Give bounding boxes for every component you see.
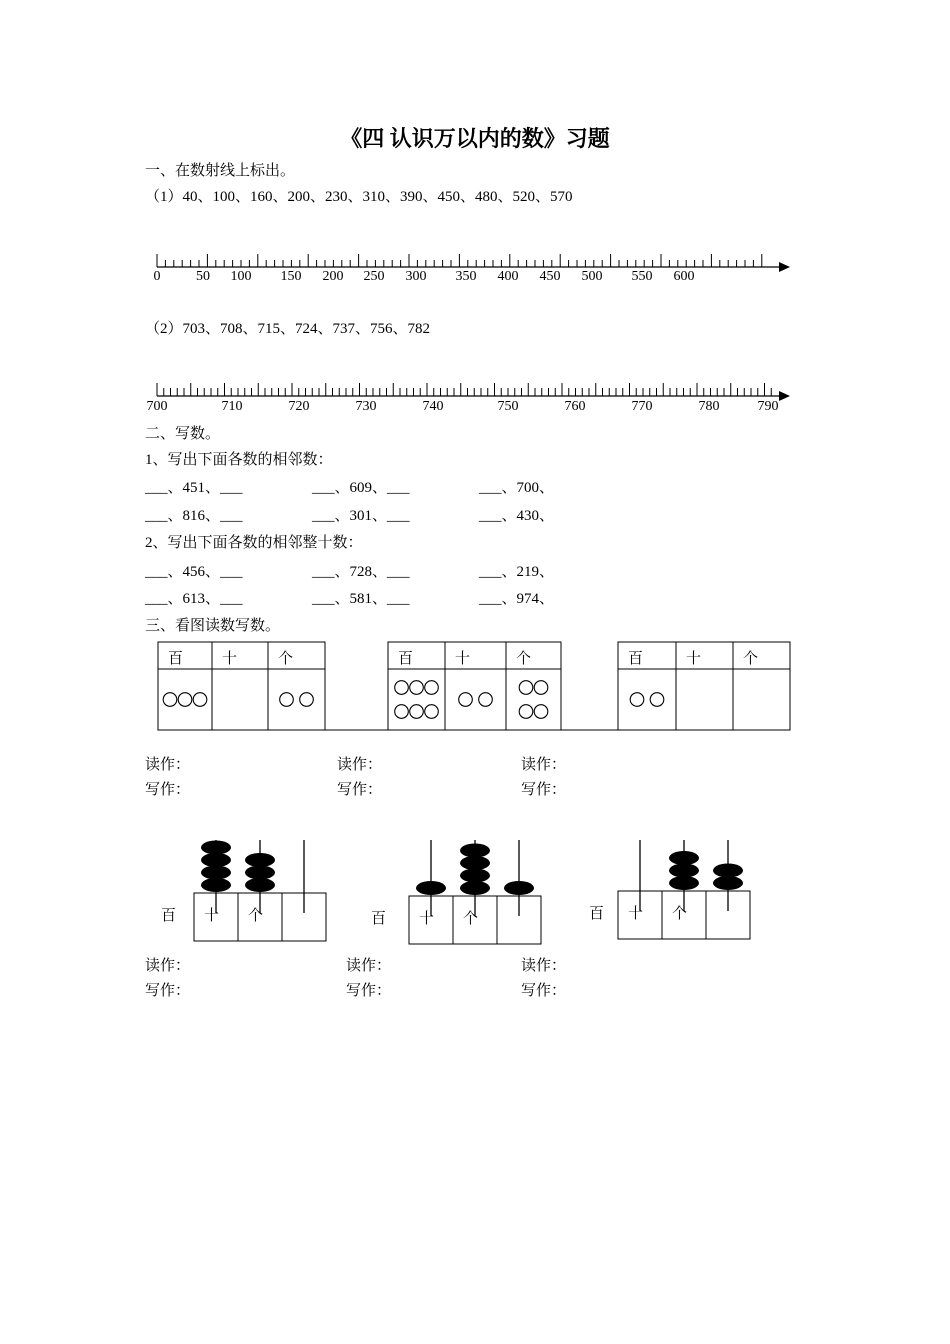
write-label: 写作： xyxy=(346,983,392,999)
place-label: 百 xyxy=(589,906,605,922)
tens-item: ___、613、___ xyxy=(145,591,243,607)
tick-label: 250 xyxy=(363,269,385,284)
abacus-bead xyxy=(713,876,743,890)
tick-label: 600 xyxy=(673,269,695,284)
tens-item: ___、974、 xyxy=(479,591,555,607)
place-label: 个 xyxy=(672,906,688,922)
place-label: 个 xyxy=(248,908,264,924)
tens-item: ___、456、___ xyxy=(145,564,243,580)
column-header: 十 xyxy=(686,651,702,667)
place-label: 个 xyxy=(463,911,479,927)
read-label: 读作： xyxy=(521,757,567,773)
neighbor-item: ___、609、___ xyxy=(312,480,410,496)
read-label: 读作： xyxy=(346,958,392,974)
section2-heading: 二、写数。 xyxy=(145,426,221,442)
abacus-bead xyxy=(201,841,231,855)
tick-label: 740 xyxy=(422,399,444,414)
section1-heading: 一、在数射线上标出。 xyxy=(145,163,296,179)
abacus-bead xyxy=(504,881,534,895)
column-header: 十 xyxy=(222,651,238,667)
tens-item: ___、581、___ xyxy=(312,591,410,607)
tick-label: 300 xyxy=(405,269,427,284)
counter-circle xyxy=(479,693,493,707)
tick-label: 720 xyxy=(288,399,310,414)
abacus-bead xyxy=(669,864,699,878)
counter-circle xyxy=(163,693,177,707)
tick-label: 350 xyxy=(455,269,477,284)
tick-label: 790 xyxy=(757,399,779,414)
column-header: 百 xyxy=(628,651,644,667)
tens-item: ___、219、 xyxy=(479,564,555,580)
write-label: 写作： xyxy=(521,782,567,798)
place-label: 百 xyxy=(371,911,387,927)
counter-circle xyxy=(300,693,314,707)
counter-circle xyxy=(425,681,439,695)
place-value-table xyxy=(158,642,325,730)
tick-label: 700 xyxy=(146,399,168,414)
counter-circle xyxy=(534,705,548,719)
number-line-2 xyxy=(0,374,950,434)
read-label: 读作： xyxy=(145,757,191,773)
tick-label: 100 xyxy=(230,269,252,284)
counter-circle xyxy=(280,693,294,707)
place-label: 十 xyxy=(628,906,644,922)
arrow-head xyxy=(779,262,790,272)
tick-label: 150 xyxy=(280,269,302,284)
abacus-bead xyxy=(201,866,231,880)
counter-circle xyxy=(630,693,644,707)
counter-circle xyxy=(519,681,533,695)
read-label: 读作： xyxy=(145,958,191,974)
counter-circle xyxy=(410,705,424,719)
counter-circle xyxy=(519,705,533,719)
abacus-bead xyxy=(460,881,490,895)
abacus-bead xyxy=(201,878,231,892)
abacus-bead xyxy=(245,866,275,880)
counter-circle xyxy=(650,693,664,707)
tick-label: 450 xyxy=(539,269,561,284)
counter-circle xyxy=(410,681,424,695)
write-label: 写作： xyxy=(145,782,191,798)
counter-circle xyxy=(395,681,409,695)
tick-label: 710 xyxy=(221,399,243,414)
column-header: 百 xyxy=(398,651,414,667)
column-header: 个 xyxy=(278,651,294,667)
write-label: 写作： xyxy=(145,983,191,999)
abacus-bead xyxy=(460,856,490,870)
neighbor-item: ___、700、 xyxy=(479,480,555,496)
page-title: 《四 认识万以内的数》习题 xyxy=(340,126,610,151)
write-label: 写作： xyxy=(521,983,567,999)
write-label: 写作： xyxy=(337,782,383,798)
abacus-bead xyxy=(245,853,275,867)
tick-label: 400 xyxy=(497,269,519,284)
counter-circle xyxy=(425,705,439,719)
column-header: 个 xyxy=(743,651,759,667)
abacus-bead xyxy=(460,869,490,883)
tick-label: 770 xyxy=(631,399,653,414)
s2-q1-prompt: 1、写出下面各数的相邻数： xyxy=(145,452,333,468)
read-label: 读作： xyxy=(337,757,383,773)
counter-circle xyxy=(193,693,207,707)
abacus-bead xyxy=(669,851,699,865)
abacus-bead xyxy=(460,844,490,858)
neighbor-item: ___、451、___ xyxy=(145,480,243,496)
counter-circle xyxy=(178,693,192,707)
abacus-bead xyxy=(713,864,743,878)
place-value-table xyxy=(388,642,561,730)
neighbor-item: ___、430、 xyxy=(479,508,555,524)
tick-label: 730 xyxy=(355,399,377,414)
column-header: 百 xyxy=(168,651,184,667)
counter-circle xyxy=(534,681,548,695)
abacus-bead xyxy=(416,881,446,895)
tick-label: 780 xyxy=(698,399,720,414)
tick-label: 500 xyxy=(581,269,603,284)
tick-label: 200 xyxy=(322,269,344,284)
abacus-figures xyxy=(0,830,950,955)
read-label: 读作： xyxy=(521,958,567,974)
place-label: 十 xyxy=(419,911,435,927)
number-line-1 xyxy=(0,245,950,305)
place-value-table xyxy=(618,642,790,730)
abacus-bead xyxy=(669,876,699,890)
tick-label: 550 xyxy=(631,269,653,284)
tick-label: 50 xyxy=(196,269,210,284)
tick-label: 0 xyxy=(153,269,161,284)
place-label: 百 xyxy=(161,908,177,924)
abacus-bead xyxy=(245,878,275,892)
counter-circle xyxy=(459,693,473,707)
section3-heading: 三、看图读数写数。 xyxy=(145,618,281,634)
tick-label: 750 xyxy=(497,399,519,414)
arrow-head xyxy=(779,391,790,401)
column-header: 十 xyxy=(455,651,471,667)
place-label: 十 xyxy=(204,908,220,924)
abacus-bead xyxy=(201,853,231,867)
tick-label: 760 xyxy=(564,399,586,414)
neighbor-item: ___、816、___ xyxy=(145,508,243,524)
place-value-charts xyxy=(0,635,950,735)
q2-prompt: （2）703、708、715、724、737、756、782 xyxy=(145,321,431,337)
s2-q2-prompt: 2、写出下面各数的相邻整十数： xyxy=(145,535,363,551)
column-header: 个 xyxy=(516,651,532,667)
neighbor-item: ___、301、___ xyxy=(312,508,410,524)
tens-item: ___、728、___ xyxy=(312,564,410,580)
counter-circle xyxy=(395,705,409,719)
q1-prompt: （1）40、100、160、200、230、310、390、450、480、520、570 xyxy=(145,189,573,205)
